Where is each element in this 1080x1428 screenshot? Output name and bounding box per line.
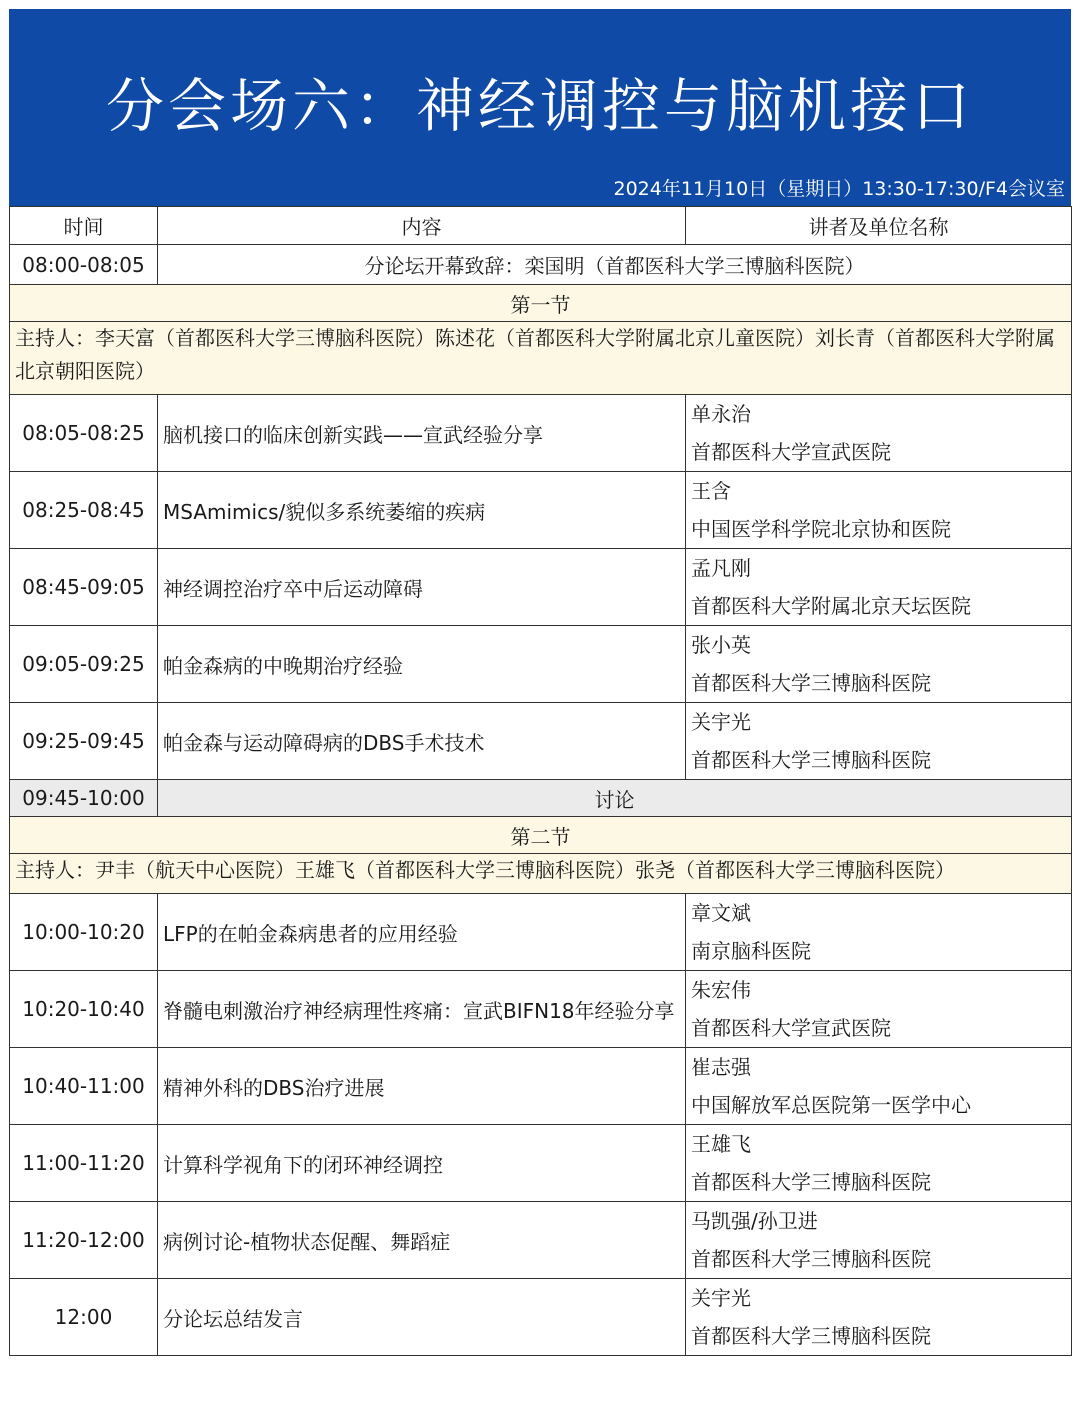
talk-speaker-cell	[686, 395, 1072, 472]
section2-talks	[10, 894, 1072, 1356]
speaker-org: 中国医学科学院北京协和医院	[691, 517, 951, 541]
talk-topic: 分论坛总结发言	[158, 1279, 686, 1356]
discussion-row	[10, 780, 1072, 817]
talk-row	[10, 1125, 1072, 1202]
talk-speaker-cell	[686, 894, 1072, 971]
talk-speaker-cell	[686, 1279, 1072, 1356]
speaker-name: 孟凡刚	[691, 556, 751, 580]
speaker-org: 首都医科大学三博脑科医院	[691, 1247, 931, 1271]
speaker-name: 王雄飞	[691, 1132, 751, 1156]
speaker-org: 中国解放军总医院第一医学中心	[691, 1093, 971, 1117]
column-header-speaker: 讲者及单位名称	[686, 207, 1072, 245]
talk-row	[10, 472, 1072, 549]
speaker-name: 张小英	[691, 633, 751, 657]
talk-time: 10:00-10:20	[10, 894, 158, 971]
talk-time: 09:25-09:45	[10, 703, 158, 780]
talk-speaker-cell	[686, 472, 1072, 549]
talk-topic: 病例讨论-植物状态促醒、舞蹈症	[158, 1202, 686, 1279]
opening-row	[10, 245, 1072, 285]
section2-title-row	[10, 817, 1072, 854]
speaker-org: 首都医科大学宣武医院	[691, 1016, 891, 1040]
talk-topic: 脊髓电刺激治疗神经病理性疼痛：宣武BIFN18年经验分享	[158, 971, 686, 1048]
talk-time: 09:05-09:25	[10, 626, 158, 703]
speaker-org: 南京脑科医院	[691, 939, 811, 963]
opening-time: 08:00-08:05	[10, 245, 158, 285]
talk-time: 11:00-11:20	[10, 1125, 158, 1202]
talk-speaker-cell	[686, 626, 1072, 703]
section1-hosts: 主持人：李天富（首都医科大学三博脑科医院）陈述花（首都医科大学附属北京儿童医院）刘长青（首都医科大学附属北京朝阳医院）	[10, 322, 1072, 395]
header-banner	[9, 9, 1071, 206]
talk-time: 10:40-11:00	[10, 1048, 158, 1125]
section1-hosts-row	[10, 322, 1072, 395]
talk-row	[10, 395, 1072, 472]
speaker-org: 首都医科大学附属北京天坛医院	[691, 594, 971, 618]
session-subtitle: 2024年11月10日（星期日）13:30-17:30/F4会议室	[613, 178, 1065, 200]
speaker-name: 朱宏伟	[691, 978, 751, 1002]
page-title: 分会场六：神经调控与脑机接口	[105, 72, 974, 140]
column-header-time: 时间	[10, 207, 158, 245]
talk-time: 11:20-12:00	[10, 1202, 158, 1279]
talk-time: 08:05-08:25	[10, 395, 158, 472]
speaker-name: 崔志强	[691, 1055, 751, 1079]
speaker-org: 首都医科大学宣武医院	[691, 440, 891, 464]
talk-row	[10, 971, 1072, 1048]
speaker-org: 首都医科大学三博脑科医院	[691, 671, 931, 695]
speaker-org: 首都医科大学三博脑科医院	[691, 1170, 931, 1194]
speaker-name: 章文斌	[691, 901, 751, 925]
agenda-table	[9, 206, 1072, 1356]
talk-topic: 计算科学视角下的闭环神经调控	[158, 1125, 686, 1202]
section1-title-row	[10, 285, 1072, 322]
talk-speaker-cell	[686, 703, 1072, 780]
section2-hosts: 主持人：尹丰（航天中心医院）王雄飞（首都医科大学三博脑科医院）张尧（首都医科大学三博脑科医院）	[10, 854, 1072, 894]
talk-topic: 精神外科的DBS治疗进展	[158, 1048, 686, 1125]
talk-row	[10, 549, 1072, 626]
talk-row	[10, 626, 1072, 703]
section1-title: 第一节	[10, 285, 1072, 322]
speaker-name: 关宇光	[691, 1286, 751, 1310]
discussion-time: 09:45-10:00	[10, 780, 158, 817]
talk-row	[10, 703, 1072, 780]
talk-speaker-cell	[686, 1125, 1072, 1202]
speaker-name: 关宇光	[691, 710, 751, 734]
section1-talks	[10, 395, 1072, 780]
talk-row	[10, 1202, 1072, 1279]
speaker-name: 单永治	[691, 402, 751, 426]
talk-topic: 神经调控治疗卒中后运动障碍	[158, 549, 686, 626]
talk-topic: 帕金森病的中晚期治疗经验	[158, 626, 686, 703]
opening-text: 分论坛开幕致辞：栾国明（首都医科大学三博脑科医院）	[158, 245, 1072, 285]
section2-title: 第二节	[10, 817, 1072, 854]
discussion-label: 讨论	[158, 780, 1072, 817]
talk-row	[10, 1279, 1072, 1356]
talk-speaker-cell	[686, 971, 1072, 1048]
talk-topic: MSAmimics/貌似多系统萎缩的疾病	[158, 472, 686, 549]
agenda-frame	[9, 9, 1071, 1356]
talk-speaker-cell	[686, 549, 1072, 626]
speaker-org: 首都医科大学三博脑科医院	[691, 748, 931, 772]
talk-time: 12:00	[10, 1279, 158, 1356]
talk-row	[10, 894, 1072, 971]
talk-topic: 脑机接口的临床创新实践——宣武经验分享	[158, 395, 686, 472]
talk-row	[10, 1048, 1072, 1125]
speaker-org: 首都医科大学三博脑科医院	[691, 1324, 931, 1348]
talk-speaker-cell	[686, 1202, 1072, 1279]
speaker-name: 王含	[691, 479, 731, 503]
talk-time: 08:45-09:05	[10, 549, 158, 626]
talk-topic: LFP的在帕金森病患者的应用经验	[158, 894, 686, 971]
talk-topic: 帕金森与运动障碍病的DBS手术技术	[158, 703, 686, 780]
column-header-content: 内容	[158, 207, 686, 245]
talk-speaker-cell	[686, 1048, 1072, 1125]
table-header-row	[10, 207, 1072, 245]
talk-time: 10:20-10:40	[10, 971, 158, 1048]
section2-hosts-row	[10, 854, 1072, 894]
talk-time: 08:25-08:45	[10, 472, 158, 549]
speaker-name: 马凯强/孙卫进	[691, 1209, 818, 1233]
